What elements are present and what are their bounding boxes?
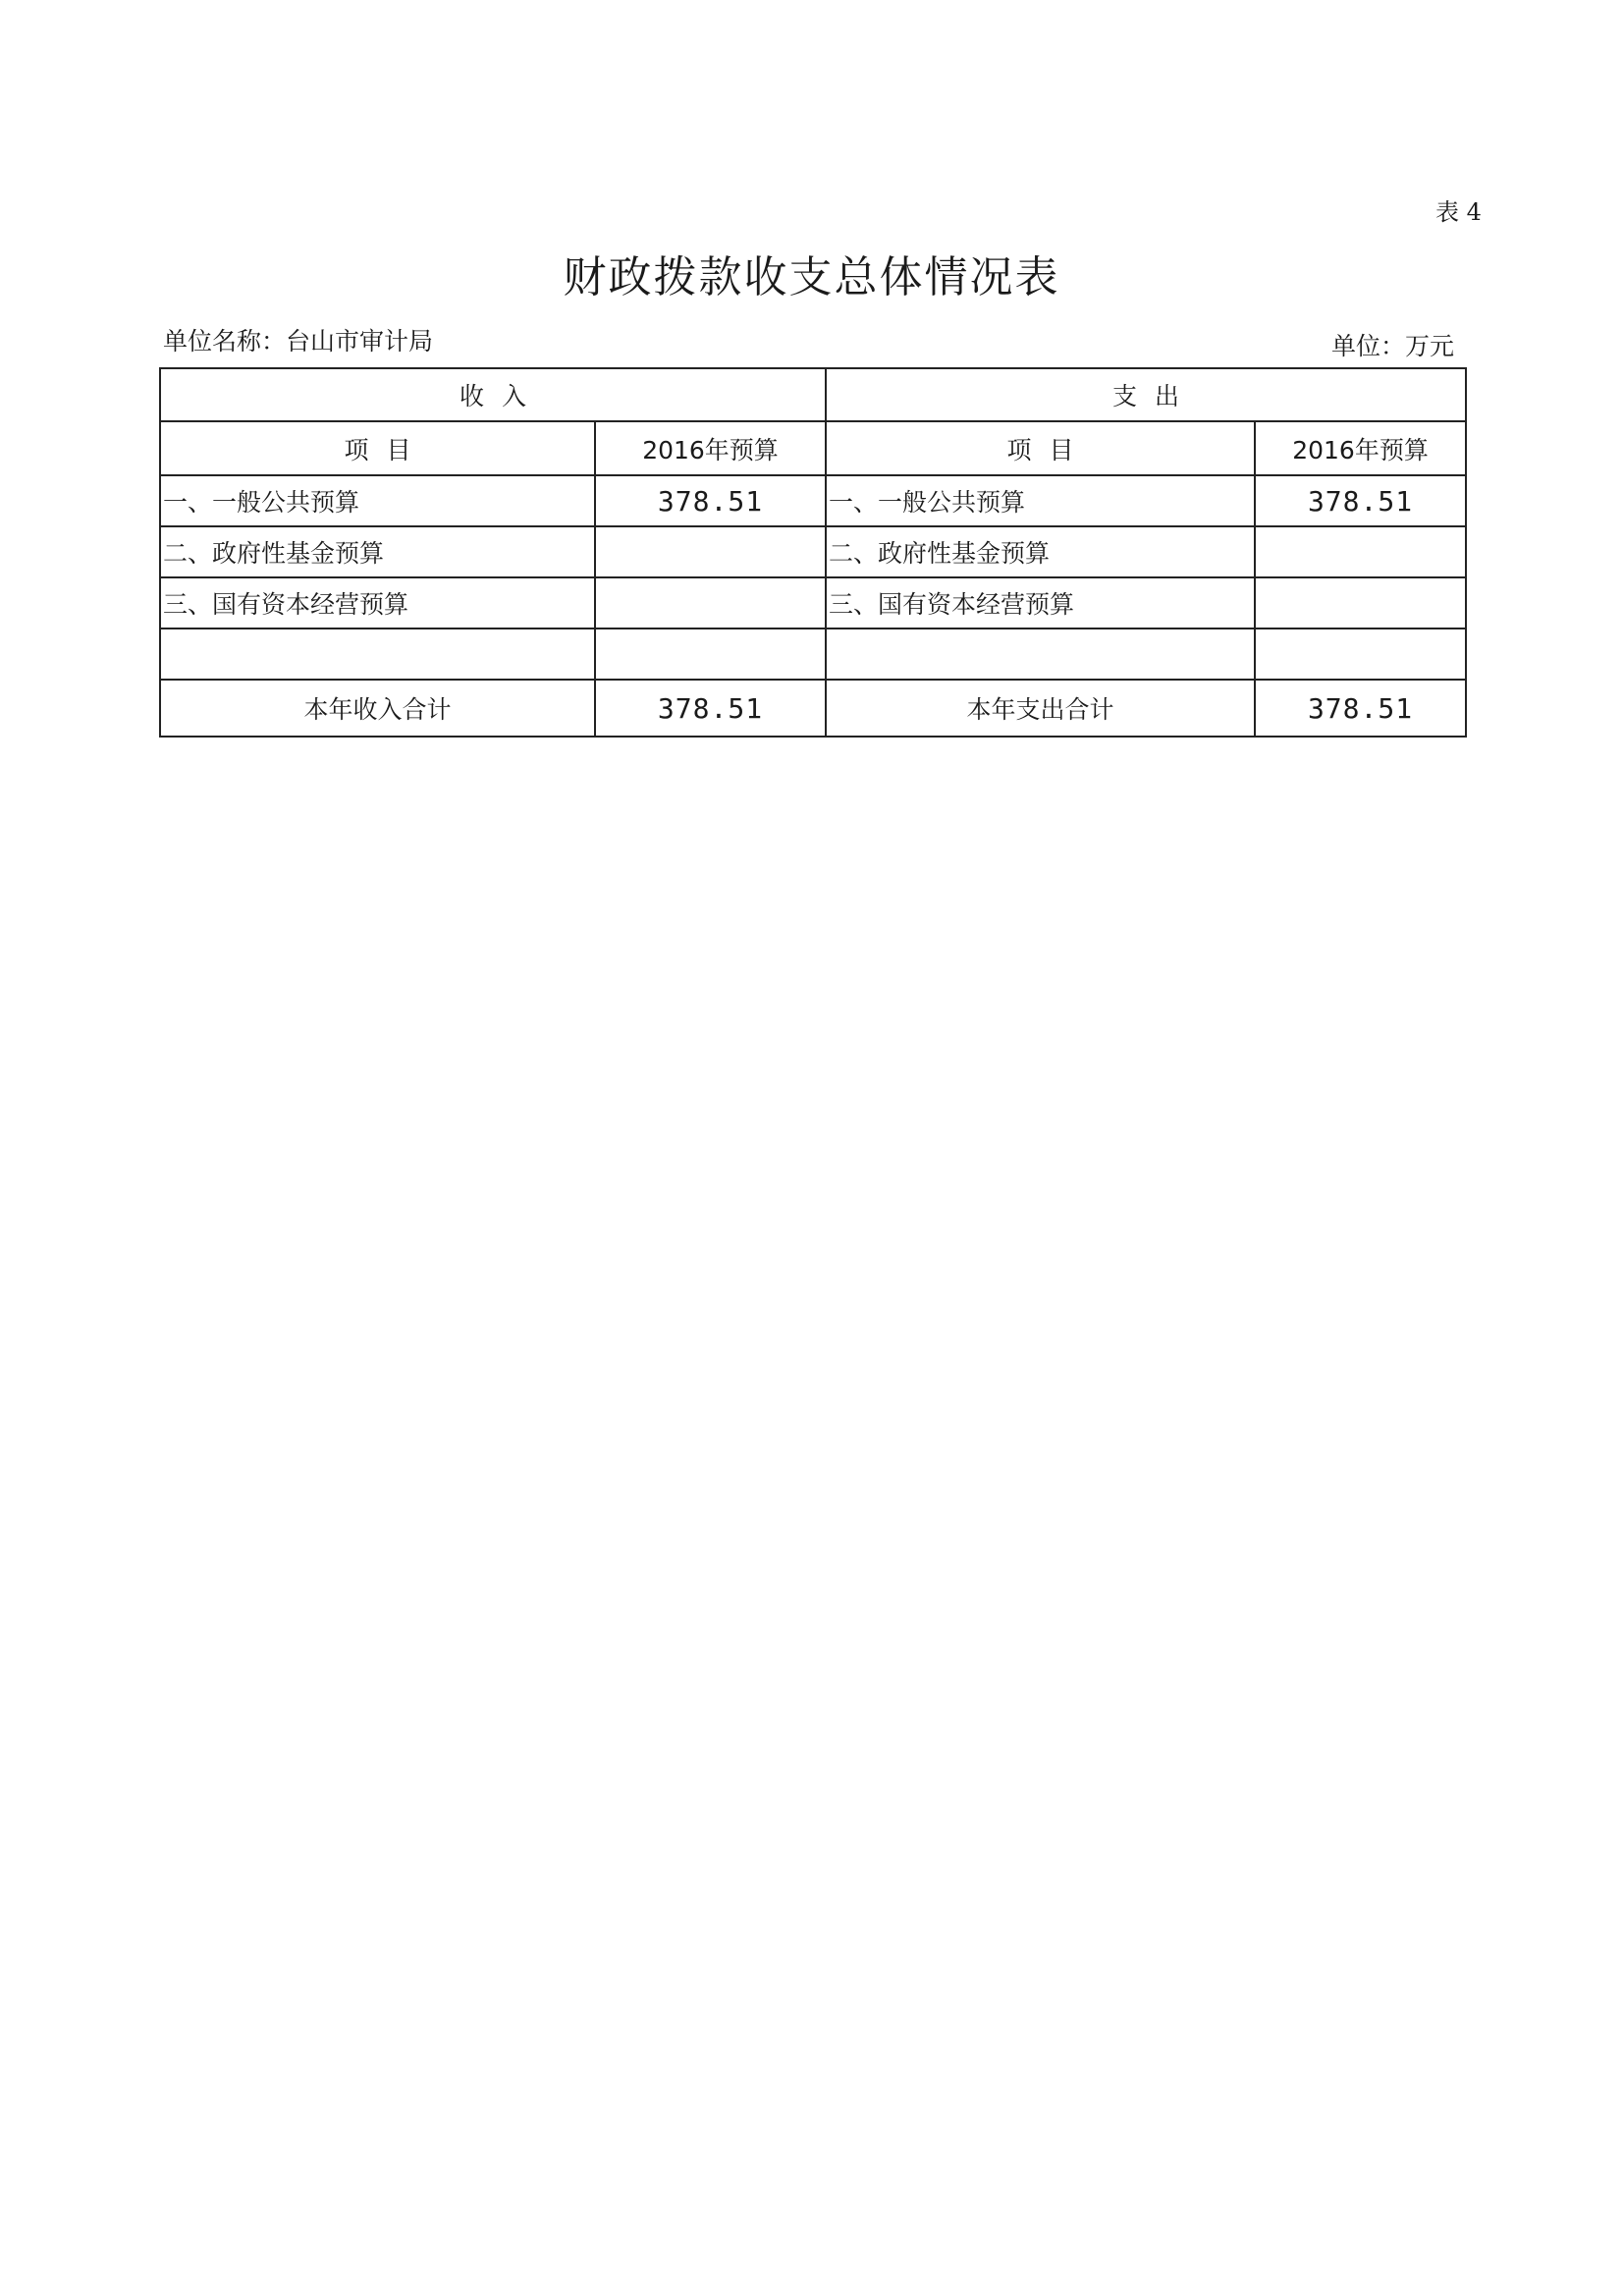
expense-value [1255,526,1466,577]
expense-item: 二、政府性基金预算 [826,526,1255,577]
income-item: 二、政府性基金预算 [160,526,595,577]
income-total-label: 本年收入合计 [160,680,595,737]
unit-label: 单位：万元 [1331,332,1455,360]
expense-item-header: 项目 [826,421,1255,475]
income-item: 三、国有资本经营预算 [160,577,595,629]
income-item [160,629,595,680]
page-label: 表 4 [1435,198,1482,226]
table-row [160,629,1466,680]
unit-name: 单位名称：台山市审计局 [163,327,434,355]
expense-item: 一、一般公共预算 [826,475,1255,526]
expense-value [1255,629,1466,680]
section-header-row [160,368,1466,421]
income-item: 一、一般公共预算 [160,475,595,526]
budget-table [159,367,1467,738]
income-item-header: 项目 [160,421,595,475]
income-total-value: 378.51 [595,680,826,737]
column-header-row [160,421,1466,475]
table-row [160,475,1466,526]
income-budget-header: 2016年预算 [595,421,826,475]
income-value [595,577,826,629]
expense-total-label: 本年支出合计 [826,680,1255,737]
expense-value: 378.51 [1255,475,1466,526]
income-header: 收入 [160,368,826,421]
page-title: 财政拨款收支总体情况表 [563,252,1060,302]
income-value [595,629,826,680]
expense-total-value: 378.51 [1255,680,1466,737]
table-row [160,526,1466,577]
income-value [595,526,826,577]
expense-value [1255,577,1466,629]
expense-header: 支出 [826,368,1466,421]
income-value: 378.51 [595,475,826,526]
expense-item: 三、国有资本经营预算 [826,577,1255,629]
expense-item [826,629,1255,680]
total-row [160,680,1466,737]
expense-budget-header: 2016年预算 [1255,421,1466,475]
table-row [160,577,1466,629]
